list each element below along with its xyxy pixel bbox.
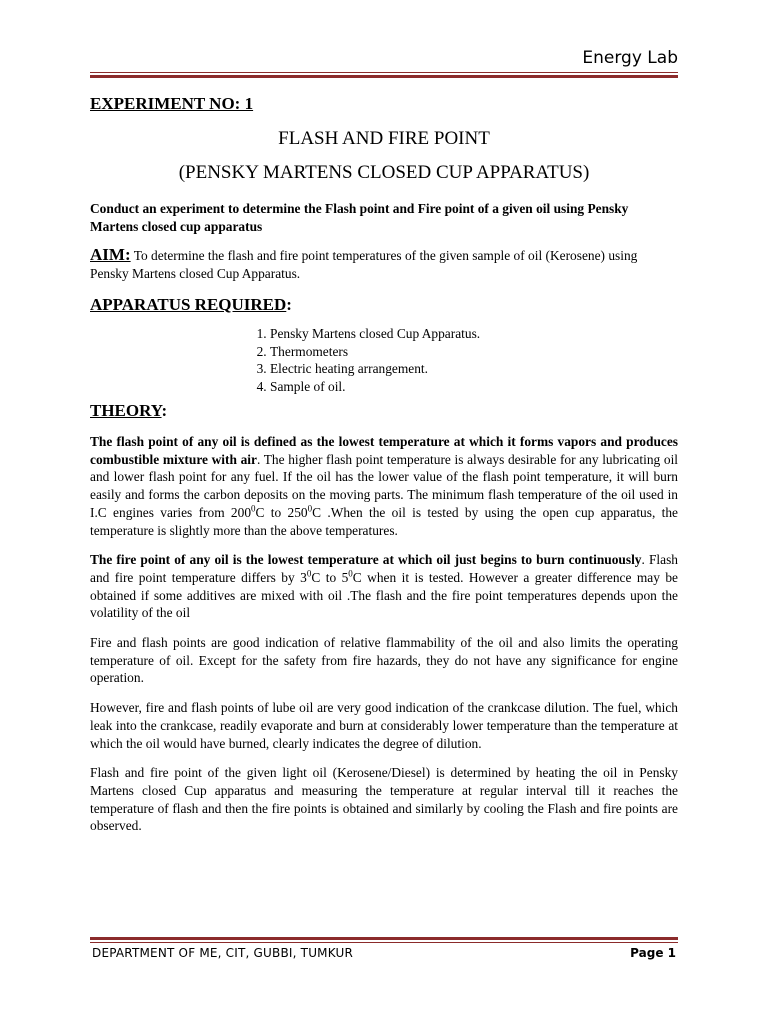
apparatus-list <box>90 325 678 395</box>
theory-paragraph-1: The flash point of any oil is defined as the lowest temperature at which it forms vapors and produces combustible mixture with air. The higher flash point temperature is always desirable for any lubricating oil and lower flash point for any fuel. If the oil has the lower value of the flash point temperature, it will burn easily and forms the carbon deposits on the moving parts. The minimum flash temperature of the oil used in I.C engines varies from $200^0C$ to $250^0C$ .When the oil is tested by using the open cup apparatus, the temperature is slightly more than the above temperatures. <box>90 434 679 538</box>
list-item: 2. Thermometers <box>270 343 678 361</box>
list-item: 4. Sample of oil. <box>270 378 678 396</box>
page-title: FLASH AND FIRE POINT <box>278 128 490 149</box>
experiment-number: EXPERIMENT NO: 1 <box>90 94 254 113</box>
aim-heading: AIM: <box>90 245 131 264</box>
theory-paragraph-3: Fire and flash points are good indication of relative flammability of the oil and also limits the operating temperature of oil. Except for the safety from fire hazards, they do not have any significance for engine operation. <box>90 635 678 686</box>
apparatus-heading: APPARATUS REQUIRED: <box>90 295 292 314</box>
theory-paragraph-4: However, fire and flash points of lube oil are very good indication of the crankcase dilution. The fuel, which leak into the crankcase, readily evaporate and burn at considerably lower temperature than the temperature at which the oil would have burned, clearly indicates the degree of dilution. <box>90 700 678 751</box>
intro-text: Conduct an experiment to determine the Flash point and Fire point of a given oil using Pensky Martens closed cup apparatus <box>90 201 629 234</box>
list-item: 1. Pensky Martens closed Cup Apparatus. <box>270 325 678 343</box>
footer-department: DEPARTMENT OF ME, CIT, GUBBI, TUMKUR <box>92 946 354 960</box>
aim-text: To determine the flash and fire point temperatures of the given sample of oil (Kerosene) using Pensky Martens closed Cup Apparatus. <box>90 248 638 281</box>
theory-paragraph-2: The fire point of any oil is the lowest temperature at which oil just begins to burn continuously. Flash and fire point temperature differs by $3^0C$ to $5^0C$ when it is tested. However a greater difference may be obtained if some additives are mixed with oil .The flash and the fire point temperatures depends upon the volatility of the oil <box>90 552 679 621</box>
document-body <box>90 94 678 835</box>
aim-paragraph <box>90 246 678 283</box>
header-rule <box>90 72 678 78</box>
page-subtitle: (PENSKY MARTENS CLOSED CUP APPARATUS) <box>178 162 590 183</box>
footer-rule <box>90 937 678 943</box>
theory-paragraph-5: Flash and fire point of the given light oil (Kerosene/Diesel) is determined by heating the oil in Pensky Martens closed Cup apparatus and measuring the temperature at regular interval till it reaches the temperature of flash and then the fire points is obtained and similarly by cooling the Flash and fire points are observed. <box>90 765 678 834</box>
theory-heading: THEORY: <box>90 401 168 420</box>
page-number: Page 1 <box>630 946 676 960</box>
list-item: 3. Electric heating arrangement. <box>270 360 678 378</box>
header-title: Energy Lab <box>582 48 678 68</box>
